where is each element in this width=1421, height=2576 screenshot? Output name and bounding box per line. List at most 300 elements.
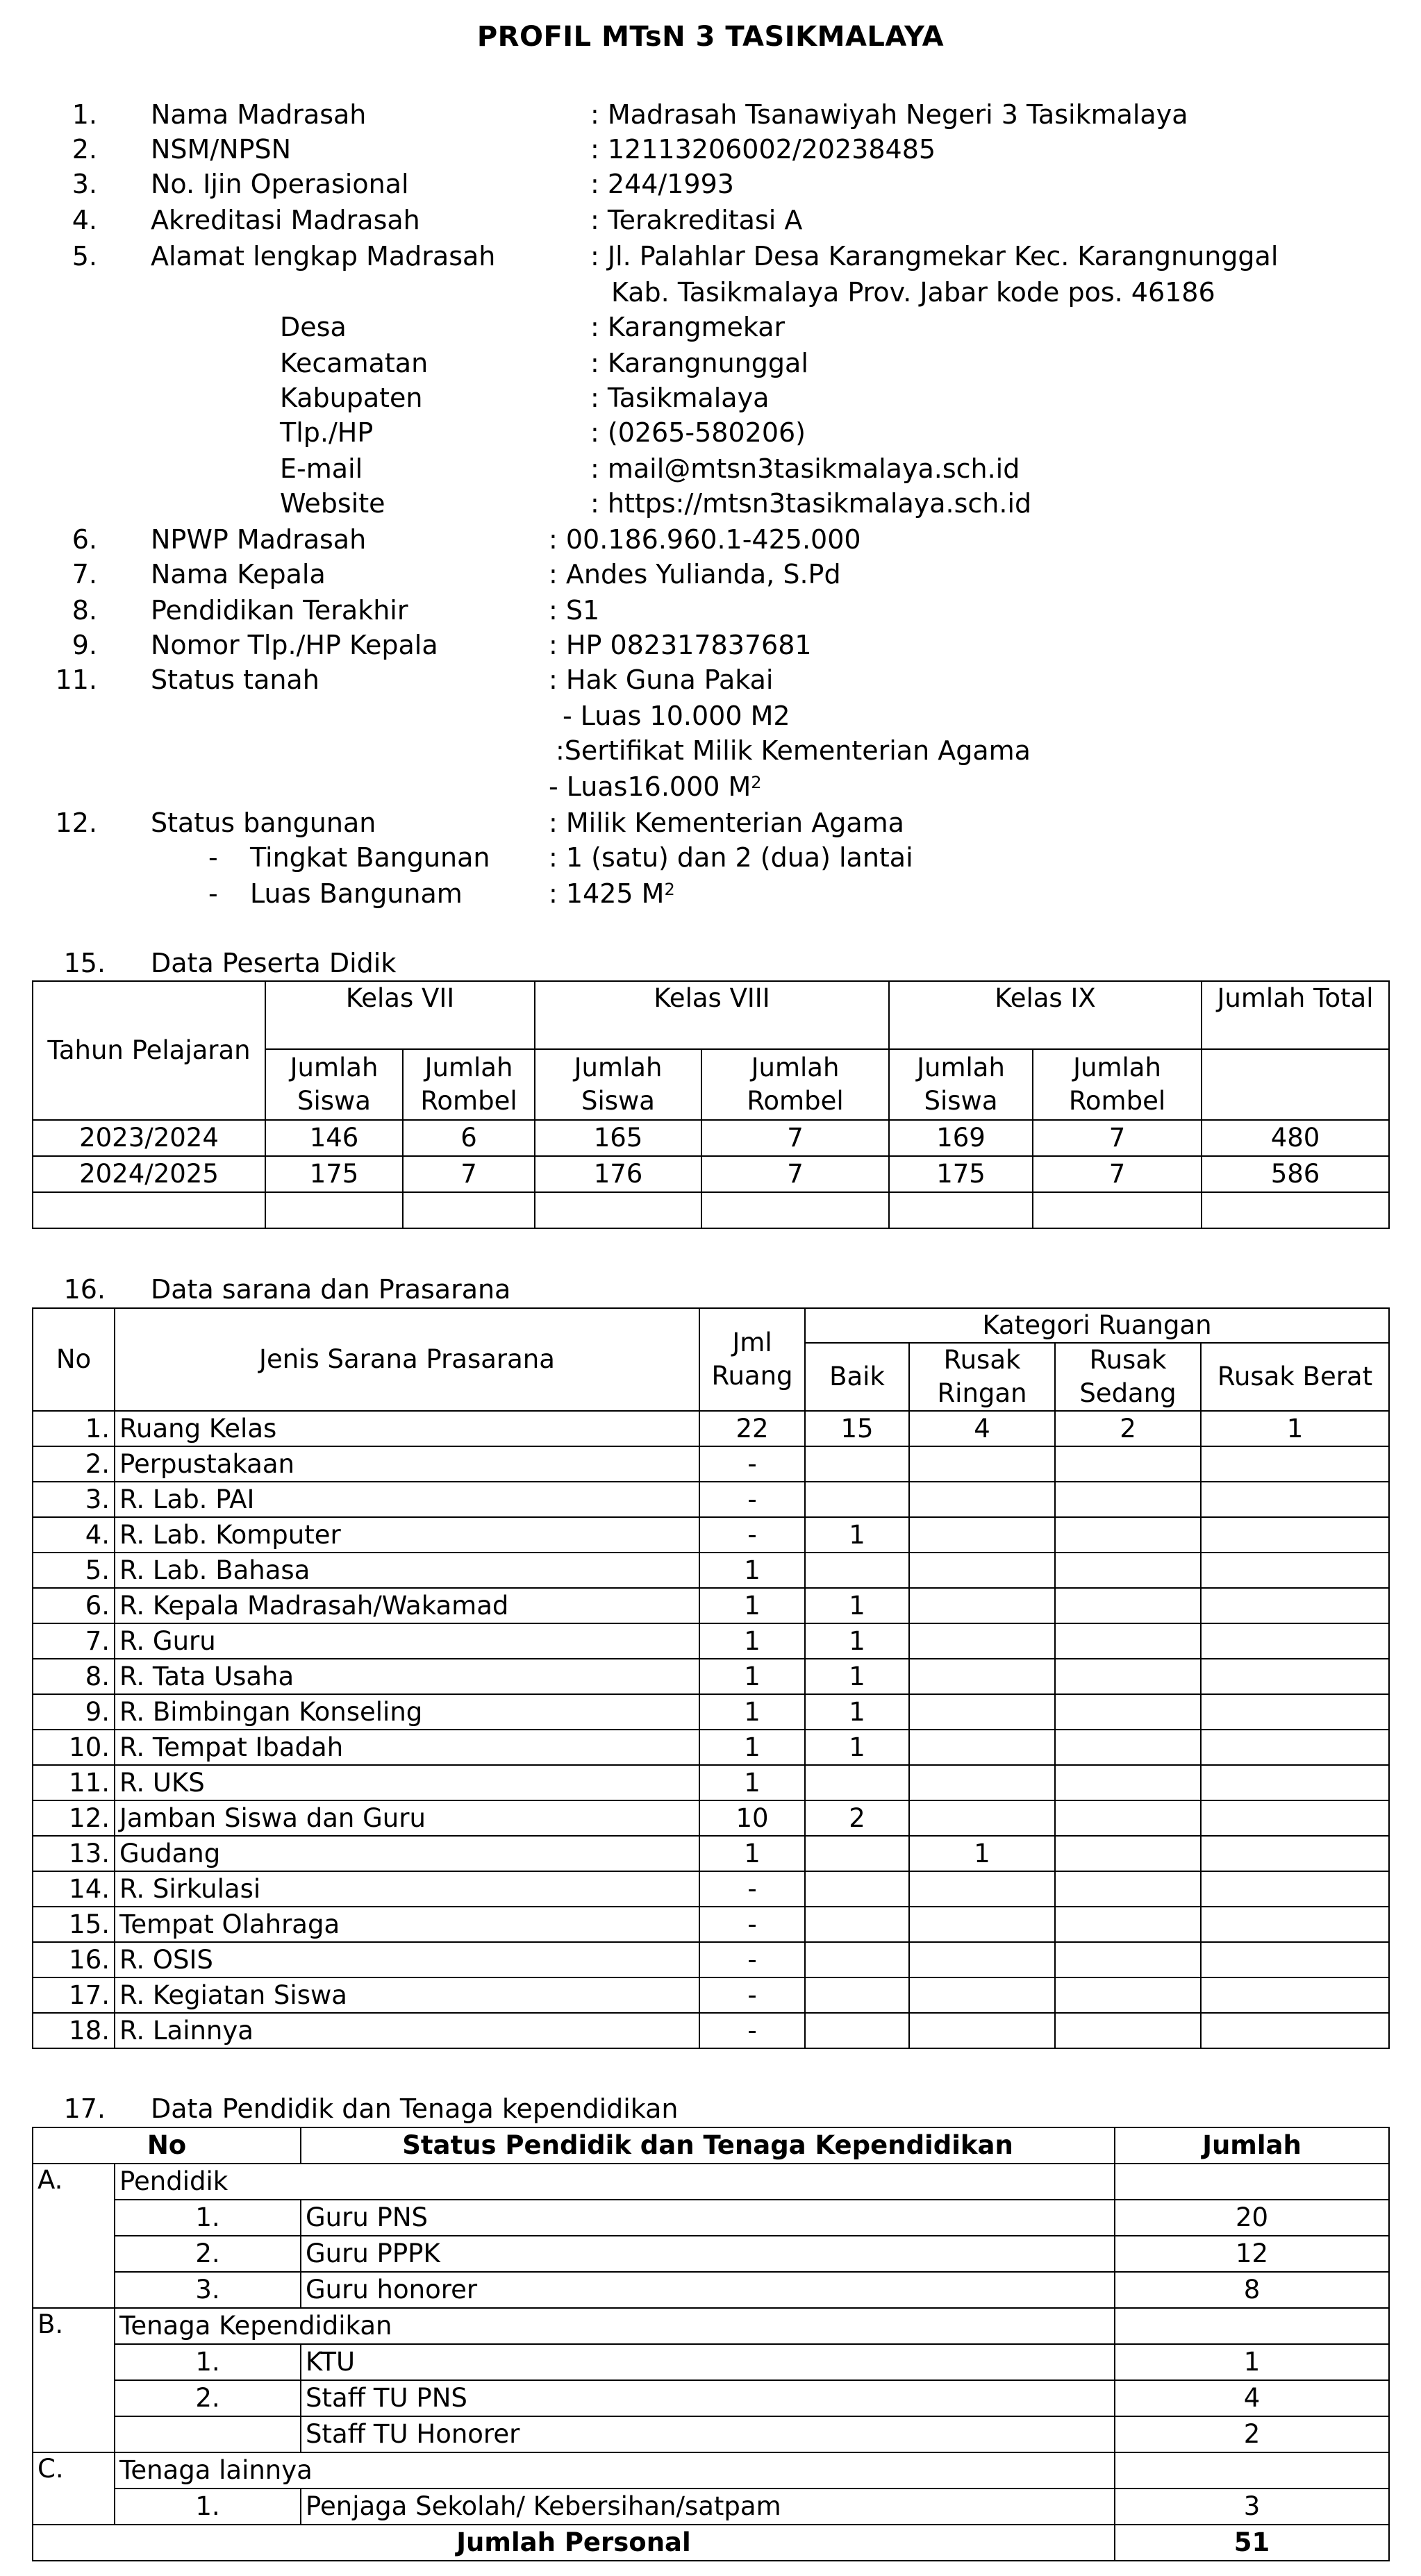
section-title: Data Peserta Didik — [151, 948, 397, 978]
item-label: Nama Madrasah — [151, 99, 367, 130]
cell-rusak-sedang — [1055, 1623, 1201, 1659]
bangunan-label: Luas Bangunam — [250, 878, 463, 909]
cell-jumlah: 8 — [1115, 2272, 1389, 2308]
sub-item-value: : mail@mtsn3tasikmalaya.sch.id — [590, 453, 1020, 484]
item-number: 11. — [55, 664, 97, 695]
header-kelas-8: Kelas VIII — [535, 981, 889, 1049]
profile-item — [0, 557, 1421, 592]
cell-jenis: Jamban Siswa dan Guru — [115, 1800, 699, 1836]
cell-baik: 1 — [805, 1730, 909, 1765]
item-number: 9. — [72, 630, 97, 660]
sarana-table — [32, 1307, 1390, 2049]
cell-jenis: Gudang — [115, 1836, 699, 1871]
item-label: Nama Kepala — [151, 559, 326, 589]
item-label: NPWP Madrasah — [151, 524, 367, 555]
cell-no: 18. — [33, 2013, 115, 2048]
cell-rusak-berat — [1201, 1836, 1389, 1871]
cell-jml: - — [699, 1871, 805, 1907]
sub-item-value: : https://mtsn3tasikmalaya.sch.id — [590, 488, 1032, 519]
cell-rombel-9: 7 — [1033, 1156, 1202, 1192]
cell-no: 3. — [33, 1482, 115, 1517]
item-value: : Jl. Palahlar Desa Karangmekar Kec. Karangnunggal — [590, 241, 1279, 271]
cell-no: 8. — [33, 1659, 115, 1694]
table-row — [33, 2013, 1389, 2048]
cell-jenis: R. Guru — [115, 1623, 699, 1659]
tanah-luas-1: - Luas 10.000 M2 — [563, 701, 790, 731]
section-number: 15. — [63, 948, 106, 978]
table-row — [33, 1446, 1389, 1482]
cell-jenis: R. Lab. Komputer — [115, 1517, 699, 1553]
cell-rusak-berat — [1201, 1800, 1389, 1836]
cell-no: 5. — [33, 1553, 115, 1588]
table-row — [33, 1482, 1389, 1517]
cell-rusak-berat — [1201, 1730, 1389, 1765]
item-label: Akreditasi Madrasah — [151, 205, 420, 235]
sub-item-value: : Karangmekar — [590, 312, 786, 342]
cell-siswa-7: 146 — [265, 1120, 403, 1156]
cell-baik: 1 — [805, 1623, 909, 1659]
cell-jml: 1 — [699, 1553, 805, 1588]
empty-cell — [1033, 1192, 1202, 1228]
cell-rusak-ringan — [909, 1942, 1055, 1977]
cell-baik — [805, 1907, 909, 1942]
profile-item — [0, 239, 1421, 274]
cell-total: 586 — [1202, 1156, 1389, 1192]
empty-cell — [535, 1192, 701, 1228]
bangunan-label: Tingkat Bangunan — [250, 842, 490, 873]
item-number: 4. — [72, 205, 97, 235]
table-row — [33, 1517, 1389, 1553]
cell-rusak-berat — [1201, 1553, 1389, 1588]
cell-rusak-berat — [1201, 1517, 1389, 1553]
cell-baik — [805, 1446, 909, 1482]
table-row — [33, 2416, 1389, 2452]
cell-jml: - — [699, 1942, 805, 1977]
cell-baik — [805, 1765, 909, 1800]
group-jumlah — [1115, 2308, 1389, 2344]
cell-no: 1. — [115, 2344, 301, 2380]
cell-no: 4. — [33, 1517, 115, 1553]
item-number: 7. — [72, 559, 97, 589]
cell-rusak-ringan — [909, 2013, 1055, 2048]
item-number: 12. — [55, 808, 97, 838]
header-no: No — [33, 1308, 115, 1411]
cell-jumlah: 3 — [1115, 2489, 1389, 2525]
pendidik-header-row — [33, 2127, 1389, 2164]
bangunan-value-text: : 1425 M — [549, 878, 665, 909]
cell-rusak-ringan — [909, 1977, 1055, 2013]
cell-status: Staff TU Honorer — [301, 2416, 1115, 2452]
empty-cell — [1202, 1192, 1389, 1228]
empty-cell — [265, 1192, 403, 1228]
profile-item — [0, 167, 1421, 201]
header-baik: Baik — [805, 1343, 909, 1411]
item-number: 5. — [72, 241, 97, 271]
sub-item-value: : Tasikmalaya — [590, 383, 770, 413]
table-row — [33, 1623, 1389, 1659]
cell-rusak-ringan — [909, 1482, 1055, 1517]
siswa-header-row-1 — [33, 981, 1389, 1049]
cell-rusak-berat — [1201, 1659, 1389, 1694]
cell-jumlah: 1 — [1115, 2344, 1389, 2380]
cell-rusak-sedang — [1055, 1588, 1201, 1623]
table-row — [33, 2200, 1389, 2236]
profile-item — [0, 203, 1421, 237]
table-row — [33, 1694, 1389, 1730]
section-title: Data sarana dan Prasarana — [151, 1274, 511, 1305]
cell-rusak-ringan — [909, 1730, 1055, 1765]
sub-item-label: Kecamatan — [280, 348, 429, 378]
bangunan-dash: - — [208, 878, 218, 909]
cell-no: 2. — [115, 2236, 301, 2272]
section-number: 17. — [63, 2093, 106, 2124]
cell-baik — [805, 1871, 909, 1907]
cell-jenis: R. Kepala Madrasah/Wakamad — [115, 1588, 699, 1623]
sub-item-label: Desa — [280, 312, 347, 342]
table-row — [33, 1659, 1389, 1694]
table-row — [33, 1977, 1389, 2013]
header-jumlah-rombel: Jumlah Rombel — [403, 1049, 535, 1120]
cell-rusak-sedang — [1055, 1836, 1201, 1871]
table-row-empty — [33, 1192, 1389, 1228]
cell-jml: 22 — [699, 1411, 805, 1446]
cell-jenis: R. Sirkulasi — [115, 1871, 699, 1907]
cell-no: 3. — [115, 2272, 301, 2308]
cell-rusak-berat — [1201, 1765, 1389, 1800]
header-status: Status Pendidik dan Tenaga Kependidikan — [301, 2127, 1115, 2164]
cell-rusak-sedang — [1055, 1482, 1201, 1517]
item-value: : Terakreditasi A — [590, 205, 803, 235]
header-kelas-7: Kelas VII — [265, 981, 535, 1049]
cell-rusak-sedang — [1055, 1800, 1201, 1836]
item-value: : 12113206002/20238485 — [590, 134, 936, 165]
cell-rusak-sedang — [1055, 1871, 1201, 1907]
item-label: No. Ijin Operasional — [151, 169, 409, 199]
total-row — [33, 2525, 1389, 2561]
cell-rusak-ringan: 1 — [909, 1836, 1055, 1871]
cell-baik — [805, 1942, 909, 1977]
cell-no: 16. — [33, 1942, 115, 1977]
cell-status: Guru PNS — [301, 2200, 1115, 2236]
item-label: NSM/NPSN — [151, 134, 292, 165]
cell-status: Penjaga Sekolah/ Kebersihan/satpam — [301, 2489, 1115, 2525]
bangunan-sup: 2 — [664, 880, 675, 899]
section-16-heading — [0, 1272, 1421, 1307]
empty-cell — [889, 1192, 1033, 1228]
cell-rusak-berat — [1201, 1907, 1389, 1942]
header-total: Jumlah Total — [1202, 981, 1389, 1049]
profile-item — [0, 628, 1421, 662]
cell-jml: - — [699, 1517, 805, 1553]
cell-rusak-berat: 1 — [1201, 1411, 1389, 1446]
cell-rusak-ringan — [909, 1588, 1055, 1623]
tanah-sup: 2 — [751, 773, 762, 792]
item-value: : 244/1993 — [590, 169, 734, 199]
cell-rombel-7: 6 — [403, 1120, 535, 1156]
cell-jml: 1 — [699, 1623, 805, 1659]
cell-baik: 1 — [805, 1517, 909, 1553]
profile-item — [0, 522, 1421, 557]
address-line-2: Kab. Tasikmalaya Prov. Jabar kode pos. 46186 — [611, 277, 1215, 308]
cell-baik: 1 — [805, 1694, 909, 1730]
cell-rusak-berat — [1201, 1446, 1389, 1482]
cell-rusak-sedang — [1055, 1907, 1201, 1942]
cell-rusak-berat — [1201, 1588, 1389, 1623]
cell-jenis: R. Lab. Bahasa — [115, 1553, 699, 1588]
cell-jml: - — [699, 1446, 805, 1482]
empty-cell — [701, 1192, 889, 1228]
table-row — [33, 2489, 1389, 2525]
total-value: 51 — [1115, 2525, 1389, 2561]
section-17-heading — [0, 2091, 1421, 2126]
cell-siswa-9: 169 — [889, 1120, 1033, 1156]
cell-rusak-sedang — [1055, 1659, 1201, 1694]
group-letter: B. — [33, 2308, 115, 2452]
cell-rusak-ringan — [909, 1659, 1055, 1694]
header-jumlah-rombel: Jumlah Rombel — [1033, 1049, 1202, 1120]
cell-baik — [805, 2013, 909, 2048]
item-label: Pendidikan Terakhir — [151, 595, 408, 626]
cell-jenis: Tempat Olahraga — [115, 1907, 699, 1942]
cell-rusak-ringan — [909, 1694, 1055, 1730]
table-row — [33, 1765, 1389, 1800]
bangunan-item — [0, 840, 1421, 875]
table-row — [33, 2380, 1389, 2416]
cell-jenis: R. Tata Usaha — [115, 1659, 699, 1694]
table-row — [33, 1156, 1389, 1192]
sub-item-label: Website — [280, 488, 385, 519]
sub-item — [0, 415, 1421, 450]
cell-status: KTU — [301, 2344, 1115, 2380]
group-name: Pendidik — [115, 2164, 1115, 2200]
sub-item-label: Tlp./HP — [280, 417, 374, 448]
table-row — [33, 2344, 1389, 2380]
cell-no: 10. — [33, 1730, 115, 1765]
profile-item — [0, 132, 1421, 167]
header-rusak-sedang: Rusak Sedang — [1055, 1343, 1201, 1411]
table-row — [33, 1942, 1389, 1977]
cell-no: 7. — [33, 1623, 115, 1659]
group-row — [33, 2164, 1389, 2200]
group-jumlah — [1115, 2164, 1389, 2200]
cell-baik: 15 — [805, 1411, 909, 1446]
cell-jenis: R. Kegiatan Siswa — [115, 1977, 699, 2013]
table-row — [33, 1411, 1389, 1446]
cell-siswa-7: 175 — [265, 1156, 403, 1192]
cell-jml: 1 — [699, 1836, 805, 1871]
group-letter: C. — [33, 2452, 115, 2525]
cell-jumlah: 20 — [1115, 2200, 1389, 2236]
bangunan-value — [549, 876, 675, 911]
cell-baik: 1 — [805, 1659, 909, 1694]
pendidik-body — [33, 2164, 1389, 2525]
item-number: 8. — [72, 595, 97, 626]
table-row — [33, 2272, 1389, 2308]
sarana-header-row-1 — [33, 1308, 1389, 1343]
cell-jenis: R. Tempat Ibadah — [115, 1730, 699, 1765]
cell-jumlah: 2 — [1115, 2416, 1389, 2452]
cell-jenis: R. OSIS — [115, 1942, 699, 1977]
siswa-table — [32, 980, 1390, 1229]
item-value: : HP 082317837681 — [549, 630, 812, 660]
sub-item — [0, 310, 1421, 344]
cell-status: Guru PPPK — [301, 2236, 1115, 2272]
tanah-luas-2 — [549, 769, 762, 804]
profile-item — [0, 805, 1421, 840]
cell-rusak-sedang — [1055, 1553, 1201, 1588]
item-value: : 00.186.960.1-425.000 — [549, 524, 861, 555]
cell-jml: 1 — [699, 1765, 805, 1800]
table-row — [33, 1120, 1389, 1156]
cell-no: 1. — [115, 2489, 301, 2525]
item-number: 3. — [72, 169, 97, 199]
cell-rusak-sedang — [1055, 1446, 1201, 1482]
cell-no: 11. — [33, 1765, 115, 1800]
cell-no: 1. — [33, 1411, 115, 1446]
sub-item — [0, 380, 1421, 415]
header-jumlah-siswa: Jumlah Siswa — [535, 1049, 701, 1120]
pendidik-table — [32, 2127, 1390, 2561]
cell-rusak-ringan: 4 — [909, 1411, 1055, 1446]
cell-no: 1. — [115, 2200, 301, 2236]
cell-jml: - — [699, 1482, 805, 1517]
sub-item-label: E-mail — [280, 453, 363, 484]
cell-jml: - — [699, 1907, 805, 1942]
cell-rusak-berat — [1201, 1623, 1389, 1659]
cell-tahun: 2023/2024 — [33, 1120, 265, 1156]
cell-rusak-ringan — [909, 1446, 1055, 1482]
cell-jml: 1 — [699, 1659, 805, 1694]
section-title: Data Pendidik dan Tenaga kependidikan — [151, 2093, 679, 2124]
item-number: 2. — [72, 134, 97, 165]
sub-item — [0, 451, 1421, 486]
header-jumlah-rombel: Jumlah Rombel — [701, 1049, 889, 1120]
cell-rusak-berat — [1201, 1871, 1389, 1907]
bangunan-value: : 1 (satu) dan 2 (dua) lantai — [549, 842, 913, 873]
item-value: : Andes Yulianda, S.Pd — [549, 559, 841, 589]
item-label: Nomor Tlp./HP Kepala — [151, 630, 438, 660]
cell-no: 13. — [33, 1836, 115, 1871]
cell-rusak-sedang: 2 — [1055, 1411, 1201, 1446]
section-number: 16. — [63, 1274, 106, 1305]
item-value: : Madrasah Tsanawiyah Negeri 3 Tasikmalaya — [590, 99, 1188, 130]
group-jumlah — [1115, 2452, 1389, 2489]
cell-rusak-sedang — [1055, 1517, 1201, 1553]
page-title: PROFIL MTsN 3 TASIKMALAYA — [476, 21, 945, 53]
cell-rusak-berat — [1201, 1942, 1389, 1977]
cell-jumlah: 12 — [1115, 2236, 1389, 2272]
bangunan-item — [0, 876, 1421, 911]
cell-baik: 2 — [805, 1800, 909, 1836]
total-label: Jumlah Personal — [33, 2525, 1115, 2561]
item-label: Status tanah — [151, 664, 319, 695]
cell-no: 2. — [33, 1446, 115, 1482]
profile-item — [0, 662, 1421, 697]
item-value: : Hak Guna Pakai — [549, 664, 774, 695]
cell-jenis: Ruang Kelas — [115, 1411, 699, 1446]
cell-jml: - — [699, 1977, 805, 2013]
cell-jml: 1 — [699, 1730, 805, 1765]
cell-jml: 10 — [699, 1800, 805, 1836]
table-row — [33, 1836, 1389, 1871]
header-jumlah-siswa: Jumlah Siswa — [265, 1049, 403, 1120]
table-row — [33, 2236, 1389, 2272]
cell-jenis: Perpustakaan — [115, 1446, 699, 1482]
cell-jenis: R. UKS — [115, 1765, 699, 1800]
table-row — [33, 1871, 1389, 1907]
empty-cell — [403, 1192, 535, 1228]
cell-jenis: R. Lab. PAI — [115, 1482, 699, 1517]
cell-siswa-8: 176 — [535, 1156, 701, 1192]
section-15-heading — [0, 946, 1421, 980]
cell-jml: 1 — [699, 1694, 805, 1730]
cell-jml: 1 — [699, 1588, 805, 1623]
cell-status: Staff TU PNS — [301, 2380, 1115, 2416]
header-kategori: Kategori Ruangan — [805, 1308, 1389, 1343]
cell-no: 2. — [115, 2380, 301, 2416]
cell-baik — [805, 1836, 909, 1871]
table-row — [33, 1588, 1389, 1623]
header-no: No — [33, 2127, 301, 2164]
item-label: Alamat lengkap Madrasah — [151, 241, 496, 271]
table-row — [33, 1730, 1389, 1765]
cell-siswa-8: 165 — [535, 1120, 701, 1156]
header-jenis: Jenis Sarana Prasarana — [115, 1308, 699, 1411]
item-value: : S1 — [549, 595, 600, 626]
profile-item — [0, 593, 1421, 628]
header-rusak-ringan: Rusak Ringan — [909, 1343, 1055, 1411]
cell-rusak-berat — [1201, 1977, 1389, 2013]
table-row — [33, 1907, 1389, 1942]
profile-item — [0, 97, 1421, 132]
sub-item-value: : (0265-580206) — [590, 417, 806, 448]
tanah-luas-2-text: - Luas16.000 M — [549, 771, 751, 802]
cell-rusak-berat — [1201, 1482, 1389, 1517]
cell-jenis: R. Bimbingan Konseling — [115, 1694, 699, 1730]
cell-rusak-ringan — [909, 1765, 1055, 1800]
cell-no — [115, 2416, 301, 2452]
sub-item — [0, 486, 1421, 521]
cell-rusak-ringan — [909, 1553, 1055, 1588]
header-jumlah-siswa: Jumlah Siswa — [889, 1049, 1033, 1120]
cell-baik — [805, 1482, 909, 1517]
sub-item-value: : Karangnunggal — [590, 348, 808, 378]
item-number: 6. — [72, 524, 97, 555]
cell-rusak-berat — [1201, 1694, 1389, 1730]
cell-rombel-9: 7 — [1033, 1120, 1202, 1156]
cell-no: 15. — [33, 1907, 115, 1942]
cell-rusak-ringan — [909, 1800, 1055, 1836]
table-row — [33, 1553, 1389, 1588]
cell-siswa-9: 175 — [889, 1156, 1033, 1192]
cell-rusak-berat — [1201, 2013, 1389, 2048]
cell-rombel-8: 7 — [701, 1156, 889, 1192]
cell-status: Guru honorer — [301, 2272, 1115, 2308]
item-label: Status bangunan — [151, 808, 376, 838]
table-row — [33, 1800, 1389, 1836]
header-kelas-9: Kelas IX — [889, 981, 1202, 1049]
bangunan-dash: - — [208, 842, 218, 873]
cell-baik — [805, 1977, 909, 2013]
cell-jenis: R. Lainnya — [115, 2013, 699, 2048]
item-value: : Milik Kementerian Agama — [549, 808, 904, 838]
cell-no: 14. — [33, 1871, 115, 1907]
cell-rombel-7: 7 — [403, 1156, 535, 1192]
sub-item — [0, 346, 1421, 380]
cell-rusak-sedang — [1055, 2013, 1201, 2048]
item-number: 1. — [72, 99, 97, 130]
cell-rusak-ringan — [909, 1623, 1055, 1659]
